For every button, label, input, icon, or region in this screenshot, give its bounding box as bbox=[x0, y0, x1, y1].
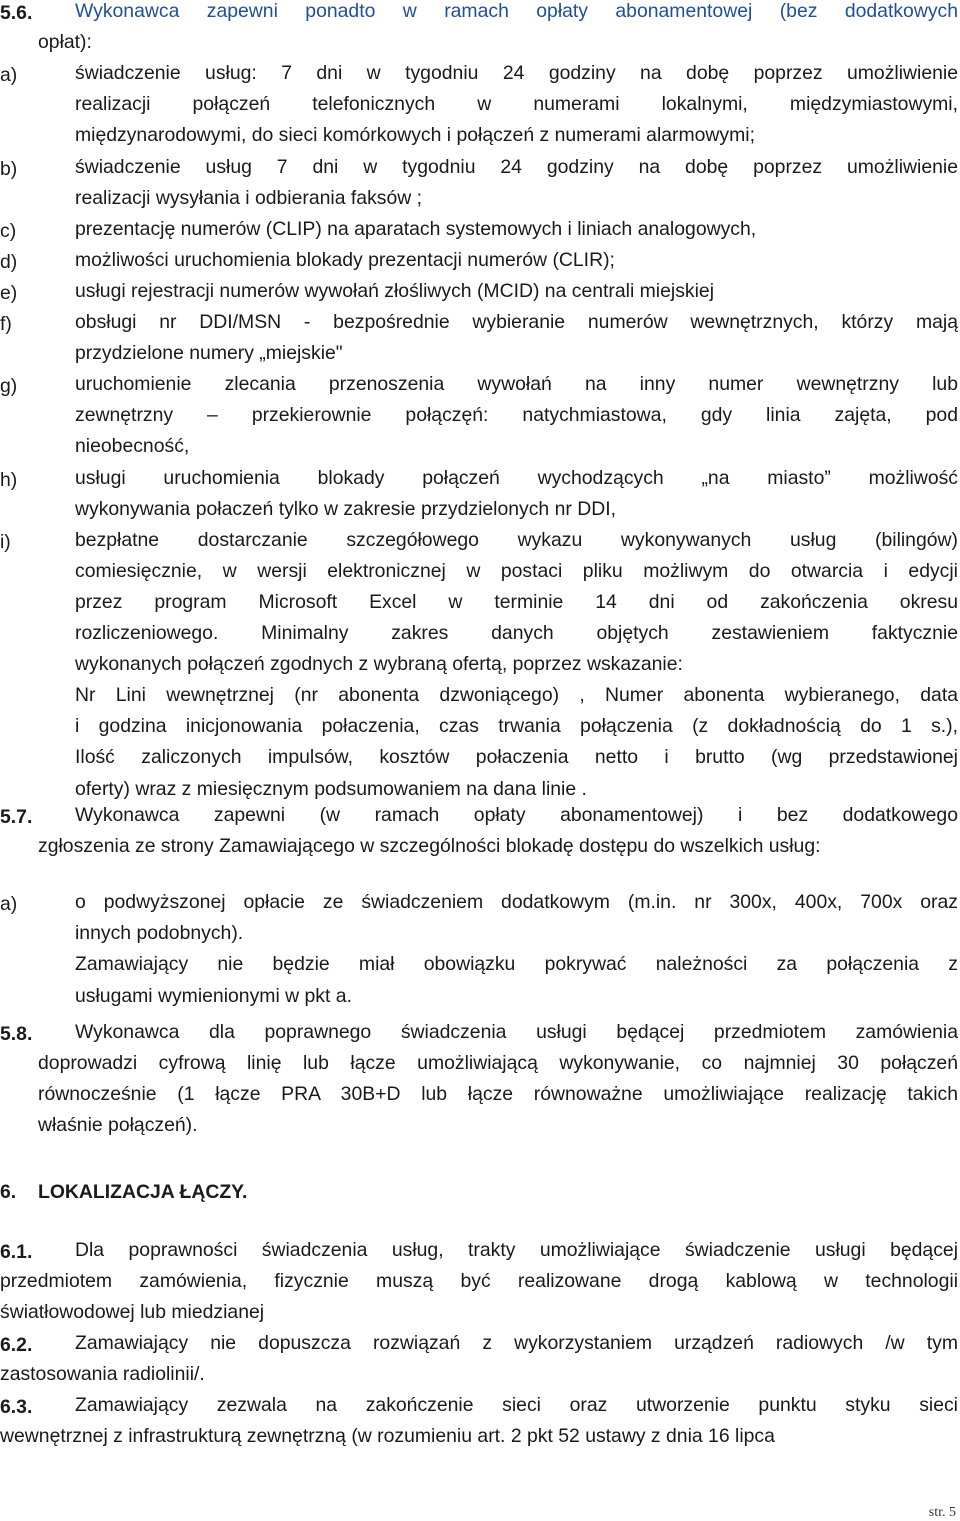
section-text-continued: światłowodowej lub miedzianej bbox=[0, 1301, 265, 1324]
list-item-label: i) bbox=[0, 530, 11, 553]
list-item-text: nieobecność, bbox=[75, 435, 190, 458]
section-text-continued: równocześnie (1 łącze PRA 30B+D lub łącze równoważne umożliwiające realizację takich bbox=[38, 1083, 958, 1106]
list-item-text: prezentację numerów (CLIP) na aparatach systemowych i liniach analogowych, bbox=[75, 217, 757, 240]
list-item-label: c) bbox=[0, 219, 17, 242]
list-item-label: b) bbox=[0, 157, 18, 180]
list-item-text: usługi rejestracji numerów wywołań złośliwych (MCID) na centrali miejskiej bbox=[75, 279, 715, 302]
list-item-text: świadczenie usług 7 dni w tygodniu 24 godziny na dobę poprzez umożliwienie bbox=[75, 155, 958, 178]
list-item-text: comiesięcznie, w wersji elektronicznej w postaci pliku możliwym do otwarcia i edycji bbox=[75, 559, 958, 582]
section-text: Zamawiający zezwala na zakończenie sieci oraz utworzenie punktu styku sieci bbox=[75, 1394, 958, 1416]
section-text: Wykonawca zapewni ponadto w ramach opłaty abonamentowej (bez dodatkowych bbox=[75, 0, 958, 22]
list-item-text: zewnętrzny – przekierownie połączęń: natychmiastowa, gdy linia zajęta, pod bbox=[75, 404, 958, 427]
section-number: 5.8. bbox=[0, 1023, 33, 1045]
section-text-continued: zastosowania radiolinii/. bbox=[0, 1363, 205, 1386]
list-item-label: a) bbox=[0, 893, 18, 916]
list-item-text: możliwości uruchomienia blokady prezentacji numerów (CLIR); bbox=[75, 248, 615, 271]
section-text: Wykonawca dla poprawnego świadczenia usługi będącej przedmiotem zamówienia bbox=[75, 1021, 958, 1043]
list-item-text: Nr Lini wewnętrznej (nr abonenta dzwoniącego) , Numer abonenta wybieranego, data bbox=[75, 684, 958, 707]
page-number: str. 5 bbox=[928, 1505, 956, 1520]
list-item-label: a) bbox=[0, 64, 18, 87]
list-item-text: międzynarodowymi, do sieci komórkowych i połączeń z numerami alarmowymi; bbox=[75, 124, 755, 147]
list-item-text: przydzielone numery „miejskie" bbox=[75, 342, 343, 365]
list-item-label: d) bbox=[0, 250, 18, 273]
heading-title: LOKALIZACJA ŁĄCZY. bbox=[38, 1181, 248, 1203]
section-number: 5.7. bbox=[0, 806, 33, 828]
list-item-text: innych podobnych). bbox=[75, 922, 244, 945]
list-item-text: przez program Microsoft Excel w terminie 14 dni od zakończenia okresu bbox=[75, 590, 958, 613]
list-item-label: f) bbox=[0, 313, 12, 335]
list-item-text: bezpłatne dostarczanie szczegółowego wykazu wykonywanych usług (bilingów) bbox=[75, 528, 958, 551]
list-item-text: uruchomienie zlecania przenoszenia wywołań na inny numer wewnętrzny lub bbox=[75, 373, 958, 396]
section-number: 6.2. bbox=[0, 1334, 33, 1356]
section-text-continued: właśnie połączeń). bbox=[38, 1114, 198, 1137]
list-item-text: wykonywania połaczeń tylko w zakresie przydzielonych nr DDI, bbox=[75, 497, 617, 520]
section-number: 5.6. bbox=[0, 2, 33, 24]
list-item-text: realizacji wysyłania i odbierania faksów ; bbox=[75, 186, 423, 209]
heading-number: 6. bbox=[0, 1181, 17, 1203]
section-number: 6.3. bbox=[0, 1396, 33, 1418]
section-number: 6.1. bbox=[0, 1241, 33, 1263]
section-text: Dla poprawności świadczenia usług, trakty umożliwiające świadczenie usługi będącej bbox=[75, 1239, 958, 1261]
list-item-text: wykonanych połączeń zgodnych z wybraną ofertą, poprzez wskazanie: bbox=[75, 653, 683, 676]
section-text-continued: doprowadzi cyfrową linię lub łącze umożliwiającą wykonywanie, co najmniej 30 połączeń bbox=[38, 1052, 958, 1075]
list-item-text: i godzina inicjonowania połaczenia, czas trwania połączenia (z dokładnością do 1 s.), bbox=[75, 715, 958, 738]
list-item-text: realizacji połączeń telefonicznych w numerami lokalnymi, międzymiastowymi, bbox=[75, 93, 958, 116]
section-text-continued: opłat): bbox=[38, 31, 92, 54]
list-item-label: g) bbox=[0, 375, 18, 398]
list-item-text: rozliczeniowego. Minimalny zakres danych objętych zestawieniem faktycznie bbox=[75, 622, 958, 644]
list-item-text: o podwyższonej opłacie ze świadczeniem dodatkowym (m.in. nr 300x, 400x, 700x oraz bbox=[75, 891, 958, 914]
section-text: Zamawiający nie dopuszcza rozwiązań z wykorzystaniem urządzeń radiowych /w tym bbox=[75, 1332, 958, 1354]
list-item-text: Zamawiający nie będzie miał obowiązku pokrywać należności za połączenia z bbox=[75, 953, 958, 976]
list-item-text: Ilość zaliczonych impulsów, kosztów połaczenia netto i brutto (wg przedstawionej bbox=[75, 746, 958, 769]
list-item-text: usługami wymienionymi w pkt a. bbox=[75, 984, 352, 1007]
list-item-text: oferty) wraz z miesięcznym podsumowaniem na dana linie . bbox=[75, 777, 587, 800]
section-text-continued: przedmiotem zamówienia, fizycznie muszą być realizowane drogą kablową w technologii bbox=[0, 1270, 958, 1293]
section-text-continued: wewnętrznej z infrastrukturą zewnętrzną (w rozumieniu art. 2 pkt 52 ustawy z dnia 16 lipca bbox=[0, 1425, 775, 1448]
list-item-label: e) bbox=[0, 281, 18, 304]
list-item-text: świadczenie usług: 7 dni w tygodniu 24 godziny na dobę poprzez umożliwienie bbox=[75, 62, 958, 85]
list-item-label: h) bbox=[0, 468, 18, 491]
section-text-continued: zgłoszenia ze strony Zamawiającego w szczególności blokadę dostępu do wszelkich usług: bbox=[38, 835, 821, 858]
list-item-text: obsługi nr DDI/MSN - bezpośrednie wybieranie numerów wewnętrznych, którzy mają bbox=[75, 311, 958, 333]
list-item-text: usługi uruchomienia blokady połączeń wychodzących „na miasto” możliwość bbox=[75, 466, 958, 489]
section-text: Wykonawca zapewni (w ramach opłaty abonamentowej) i bez dodatkowego bbox=[75, 804, 958, 826]
